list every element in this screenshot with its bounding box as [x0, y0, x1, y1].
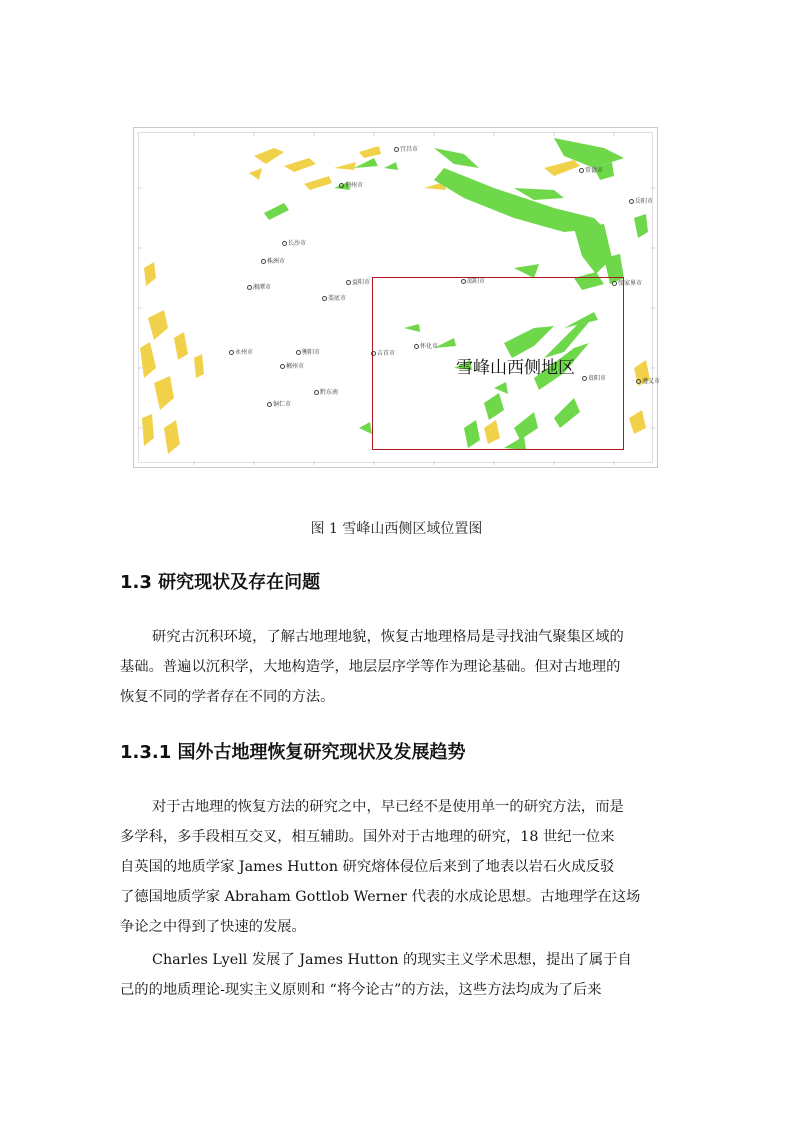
subsection-heading: 1.3.1 国外古地理恢复研究现状及发展趋势: [120, 742, 466, 763]
paragraph-line: 自英国的地质学家 James Hutton 研究熔体侵位后来到了地表以岩石火成反驳: [120, 859, 615, 875]
paragraph: [120, 792, 680, 942]
paragraph-line: 争论之中得到了快速的发展。: [120, 919, 306, 935]
map-city-label: 常德市: [579, 165, 603, 174]
map-city-label: 株洲市: [261, 256, 285, 265]
map-city-label: 吉首市: [371, 348, 395, 357]
paragraph-line: 研究古沉积环境，了解古地理地貌，恢复古地理格局是寻找油气聚集区域的: [152, 629, 624, 645]
paragraph-line: 了德国地质学家 Abraham Gottlob Werner 代表的水成论思想。古地理学在这场: [120, 889, 641, 905]
map-city-label: 湘潭市: [247, 282, 271, 291]
paragraph-line: 己的的地质理论-现实主义原则和 “将今论古”的方法，这些方法均成为了后来: [120, 982, 602, 998]
map-city-label: 荆州市: [339, 180, 363, 189]
map-city-label: 永州市: [229, 347, 253, 356]
map-city-label: 岳阳市: [629, 196, 653, 205]
map-city-label: 邵阳市: [461, 276, 485, 285]
paragraph-line: Charles Lyell 发展了 James Hutton 的现实主义学术思想，提出了属于自: [152, 952, 632, 968]
paragraph-line: 多学科，多手段相互交叉，相互辅助。国外对于古地理的研究，18 世纪一位来: [120, 829, 615, 845]
map-city-label: 铜仁市: [267, 399, 291, 408]
study-area-label: 雪峰山西侧地区: [456, 358, 575, 378]
map-city-label: 张家界市: [612, 278, 642, 287]
map-city-label: 郴州市: [280, 361, 304, 370]
section-heading: 1.3 研究现状及存在问题: [120, 572, 321, 593]
paragraph: [120, 622, 680, 712]
map-city-label: 益阳市: [346, 277, 370, 286]
map-city-label: 遵义市: [636, 376, 660, 385]
map-city-label: 宜昌市: [394, 144, 418, 153]
map-city-label: 贵阳市: [582, 373, 606, 382]
paragraph: [120, 945, 680, 1005]
map-city-label: 衡阳市: [296, 347, 320, 356]
paragraph-line: 对于古地理的恢复方法的研究之中，早已经不是使用单一的研究方法，而是: [152, 799, 624, 815]
paragraph-line: 恢复不同的学者存在不同的方法。: [120, 689, 335, 705]
map-city-label: 黔东南: [314, 387, 338, 396]
paragraph-line: 基础。普遍以沉积学，大地构造学，地层层序学等作为理论基础。但对古地理的: [120, 659, 621, 675]
map-city-label: 长沙市: [282, 238, 306, 247]
location-map-figure: [133, 127, 661, 468]
map-city-label: 怀化市: [414, 341, 438, 350]
map-city-label: 娄底市: [322, 293, 346, 302]
figure-caption: 图 1 雪峰山西侧区域位置图: [310, 521, 483, 537]
